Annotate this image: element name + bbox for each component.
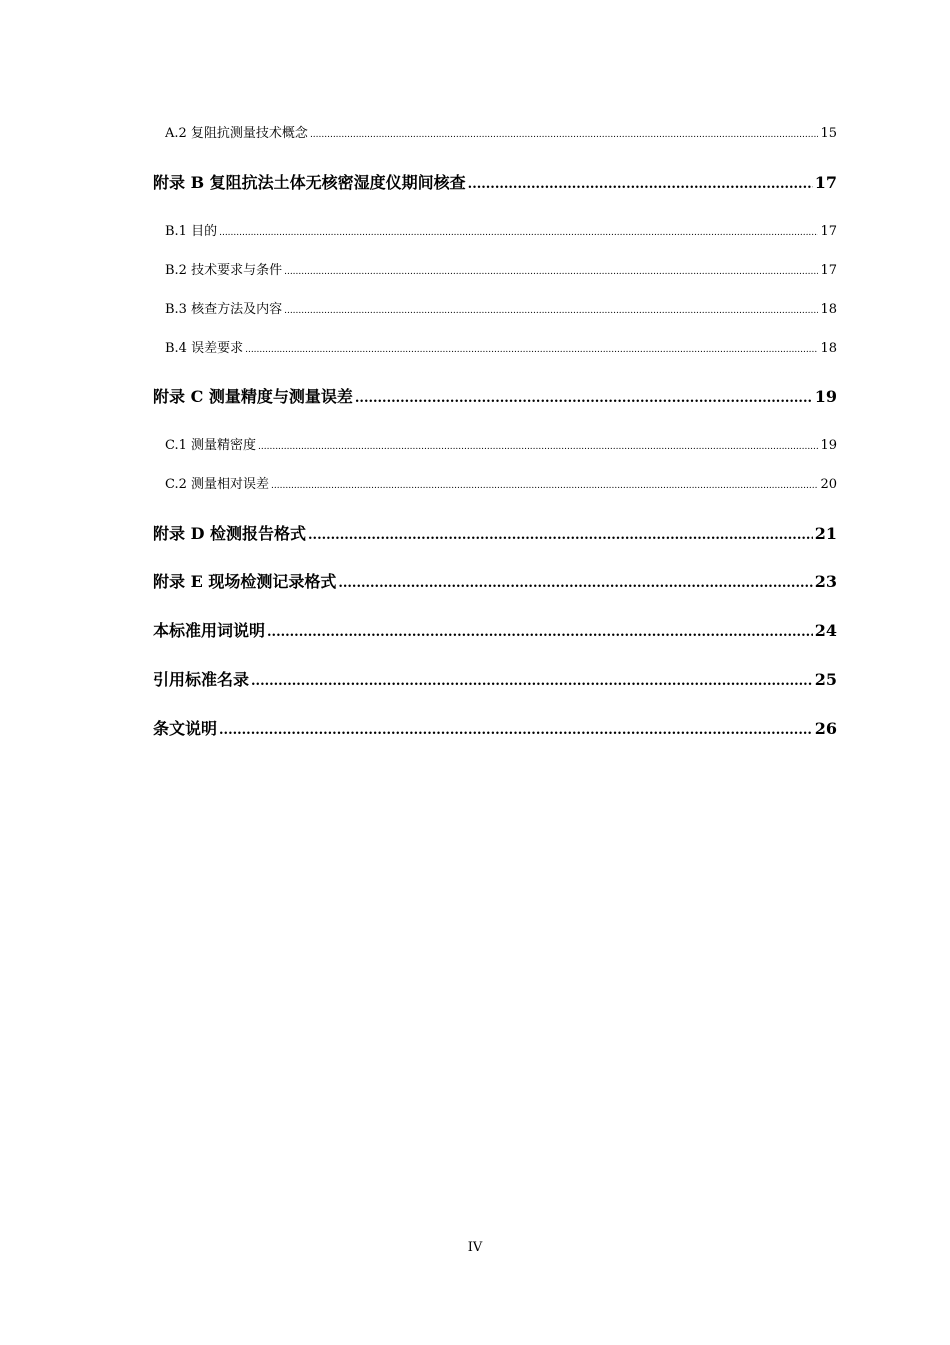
toc-entry-referenced-standards[interactable]	[153, 667, 837, 690]
toc-entry-label: B.1 目的	[165, 224, 218, 239]
toc-entry-clause-explanation[interactable]	[153, 716, 837, 739]
toc-leader-dots	[267, 621, 813, 640]
toc-entry-appendix-c[interactable]	[153, 384, 837, 407]
toc-leader-dots	[355, 387, 813, 406]
toc-leader-dots	[338, 572, 812, 591]
toc-leader-dots	[245, 341, 818, 356]
toc-entry-page: 19	[814, 387, 837, 406]
toc-entry-a2[interactable]	[165, 122, 837, 141]
toc-entry-page: 18	[820, 302, 837, 317]
toc-leader-dots	[284, 263, 818, 278]
toc-entry-page: 18	[820, 341, 837, 356]
toc-entry-label: B.4 误差要求	[165, 341, 244, 356]
toc-entry-appendix-e[interactable]	[153, 569, 837, 592]
page-number: IV	[467, 1240, 483, 1255]
toc-entry-appendix-d[interactable]	[153, 521, 837, 544]
toc-entry-b3[interactable]	[165, 298, 837, 317]
toc-entry-page: 23	[814, 572, 837, 591]
toc-leader-dots	[251, 670, 813, 689]
toc-entry-page: 21	[814, 524, 837, 543]
toc-entry-label: 附录 D 检测报告格式	[153, 524, 307, 543]
toc-entry-wording-explanation[interactable]	[153, 618, 837, 641]
toc-entry-page: 26	[814, 719, 837, 738]
toc-leader-dots	[219, 719, 813, 738]
toc-entry-label: 附录 E 现场检测记录格式	[153, 572, 337, 591]
toc-entry-page: 15	[820, 126, 837, 141]
toc-leader-dots	[271, 477, 818, 492]
toc-leader-dots	[468, 173, 813, 192]
toc-entry-label: B.2 技术要求与条件	[165, 263, 283, 278]
toc-entry-page: 17	[820, 263, 837, 278]
toc-leader-dots	[219, 224, 818, 239]
toc-entry-label: 条文说明	[153, 719, 218, 738]
toc-entry-label: 本标准用词说明	[153, 621, 266, 640]
toc-entry-label: 引用标准名录	[153, 670, 250, 689]
toc-entry-label: C.1 测量精密度	[165, 438, 257, 453]
toc-entry-page: 19	[820, 438, 837, 453]
toc-entry-c2[interactable]	[165, 473, 837, 492]
toc-entry-page: 24	[814, 621, 837, 640]
toc-entry-c1[interactable]	[165, 434, 837, 453]
toc-entry-label: B.3 核查方法及内容	[165, 302, 283, 317]
toc-entry-label: A.2 复阻抗测量技术概念	[165, 126, 308, 141]
toc-entry-label: C.2 测量相对误差	[165, 477, 270, 492]
toc-entry-b1[interactable]	[165, 220, 837, 239]
toc-entry-label: 附录 B 复阻抗法土体无核密湿度仪期间核查	[153, 173, 466, 192]
toc-entry-page: 20	[820, 477, 837, 492]
toc-entry-appendix-b[interactable]	[153, 170, 837, 193]
toc-leader-dots	[308, 524, 813, 543]
toc-entry-page: 25	[814, 670, 837, 689]
toc-entry-page: 17	[820, 224, 837, 239]
toc-entry-b2[interactable]	[165, 259, 837, 278]
toc-entry-label: 附录 C 测量精度与测量误差	[153, 387, 353, 406]
toc-entry-page: 17	[814, 173, 837, 192]
toc-entry-b4[interactable]	[165, 337, 837, 356]
toc-leader-dots	[284, 302, 818, 317]
toc-leader-dots	[258, 438, 818, 453]
toc-leader-dots	[310, 126, 819, 141]
